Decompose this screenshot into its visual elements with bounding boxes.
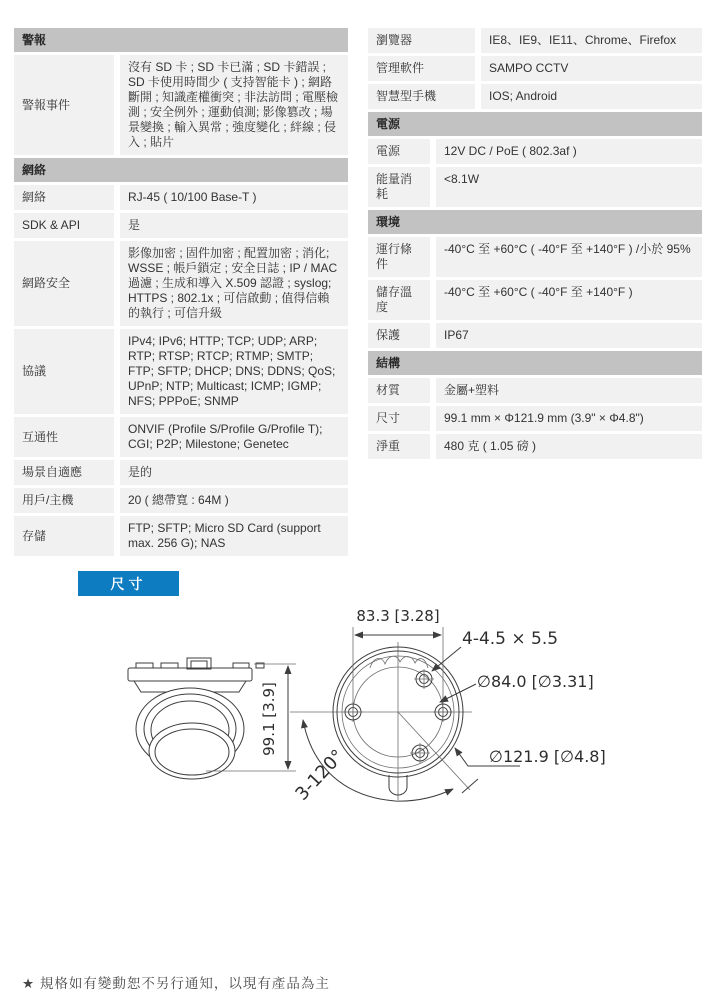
spec-label: 警報事件 — [14, 55, 114, 155]
holes-callout — [432, 629, 558, 671]
screw-hole — [414, 669, 434, 689]
spec-label: 網絡 — [14, 185, 114, 210]
holes-dim-text: 4-4.5 × 5.5 — [462, 629, 559, 649]
spec-value: 是的 — [120, 460, 348, 485]
spec-value: 20 ( 總帶寬 : 64M ) — [120, 488, 348, 513]
angle-dim-text: 3-120° — [291, 745, 349, 805]
spec-value: IP67 — [436, 323, 702, 348]
spec-label: 運行條件 — [368, 237, 430, 277]
spec-label: 儲存溫度 — [368, 280, 430, 320]
spec-label: SDK & API — [14, 213, 114, 238]
spec-label: 尺寸 — [368, 406, 430, 431]
section-header: 環境 — [368, 210, 702, 234]
spec-label: 能量消耗 — [368, 167, 430, 207]
spec-label: 智慧型手機 — [368, 84, 475, 109]
spec-label: 協議 — [14, 329, 114, 414]
spec-label: 電源 — [368, 139, 430, 164]
spec-value: 沒有 SD 卡 ; SD 卡已滿 ; SD 卡錯誤 ; SD 卡使用時間少 ( 支持智能卡 ) ; 網路斷開 ; 知識產權衝突 ; 非法訪問 ; 電壓檢測 ; 安全例外 ; 運動偵測; 影像篡改 ; 場景變換 ; 輸入異常 ; 強度變化 ; 絆線 ; 侵入 ; 貼片 — [120, 55, 348, 155]
spec-value: -40°C 至 +60°C ( -40°F 至 +140°F ) — [436, 280, 702, 320]
angle-dimension — [291, 720, 453, 805]
spec-label: 管理軟件 — [368, 56, 475, 81]
spec-label: 材質 — [368, 378, 430, 403]
section-header: 警報 — [14, 28, 348, 52]
spec-value: 是 — [120, 213, 348, 238]
spec-label: 淨重 — [368, 434, 430, 459]
spec-label: 互通性 — [14, 417, 114, 457]
spec-value: 12V DC / PoE ( 802.3af ) — [436, 139, 702, 164]
spec-value: IOS; Android — [481, 84, 702, 109]
spec-value: 影像加密 ; 固件加密 ; 配置加密 ; 消化; WSSE ; 帳戶鎖定 ; 安全日誌 ; IP / MAC 過濾 ; 生成和導入 X.509 認證 ; syslog; HTTPS ; 802.1x ; 可信啟動 ; 值得信賴的執行 ; 可信升級 — [120, 241, 348, 326]
section-header: 網絡 — [14, 158, 348, 182]
footer-note: ★ 規格如有變動恕不另行通知，以現有產品為主 — [22, 976, 330, 991]
spec-label: 瀏覽器 — [368, 28, 475, 53]
spec-label: 用戶/主機 — [14, 488, 114, 513]
spec-value: -40°C 至 +60°C ( -40°F 至 +140°F ) /小於 95% — [436, 237, 702, 277]
spec-value: RJ-45 ( 10/100 Base-T ) — [120, 185, 348, 210]
bolt-circle-dim-text: ∅84.0 [∅3.31] — [477, 672, 594, 691]
width-dim-text: 83.3 [3.28] — [356, 607, 440, 625]
spec-label: 網路安全 — [14, 241, 114, 326]
spec-value: 99.1 mm × Φ121.9 mm (3.9" × Φ4.8") — [436, 406, 702, 431]
spec-value: FTP; SFTP; Micro SD Card (support max. 256 G); NAS — [120, 516, 348, 556]
spec-value: <8.1W — [436, 167, 702, 207]
spec-label: 保護 — [368, 323, 430, 348]
spec-value: IPv4; IPv6; HTTP; TCP; UDP; ARP; RTP; RTSP; RTCP; RTMP; SMTP; FTP; SFTP; DHCP; DNS; DDNS; QoS; UPnP; NTP; Multicast; ICMP; IGMP; NFS; PPPoE; SNMP — [120, 329, 348, 414]
section-header: 結構 — [368, 351, 702, 375]
spec-value: 金屬+塑料 — [436, 378, 702, 403]
dimensions-section-label: 尺寸 — [78, 571, 179, 596]
camera-side-view — [128, 658, 264, 779]
spec-value: SAMPO CCTV — [481, 56, 702, 81]
height-dim-text: 99.1 [3.9] — [260, 682, 278, 756]
bolt-circle-callout — [440, 672, 594, 702]
spec-value: IE8、IE9、IE11、Chrome、Firefox — [481, 28, 702, 53]
outer-dia-dim-text: ∅121.9 [∅4.8] — [489, 747, 606, 766]
section-header: 電源 — [368, 112, 702, 136]
spec-label: 存儲 — [14, 516, 114, 556]
spec-value: 480 克 ( 1.05 磅 ) — [436, 434, 702, 459]
spec-value: ONVIF (Profile S/Profile G/Profile T); CGI; P2P; Milestone; Genetec — [120, 417, 348, 457]
outer-diameter-callout — [455, 747, 606, 766]
spec-label: 場景自適應 — [14, 460, 114, 485]
